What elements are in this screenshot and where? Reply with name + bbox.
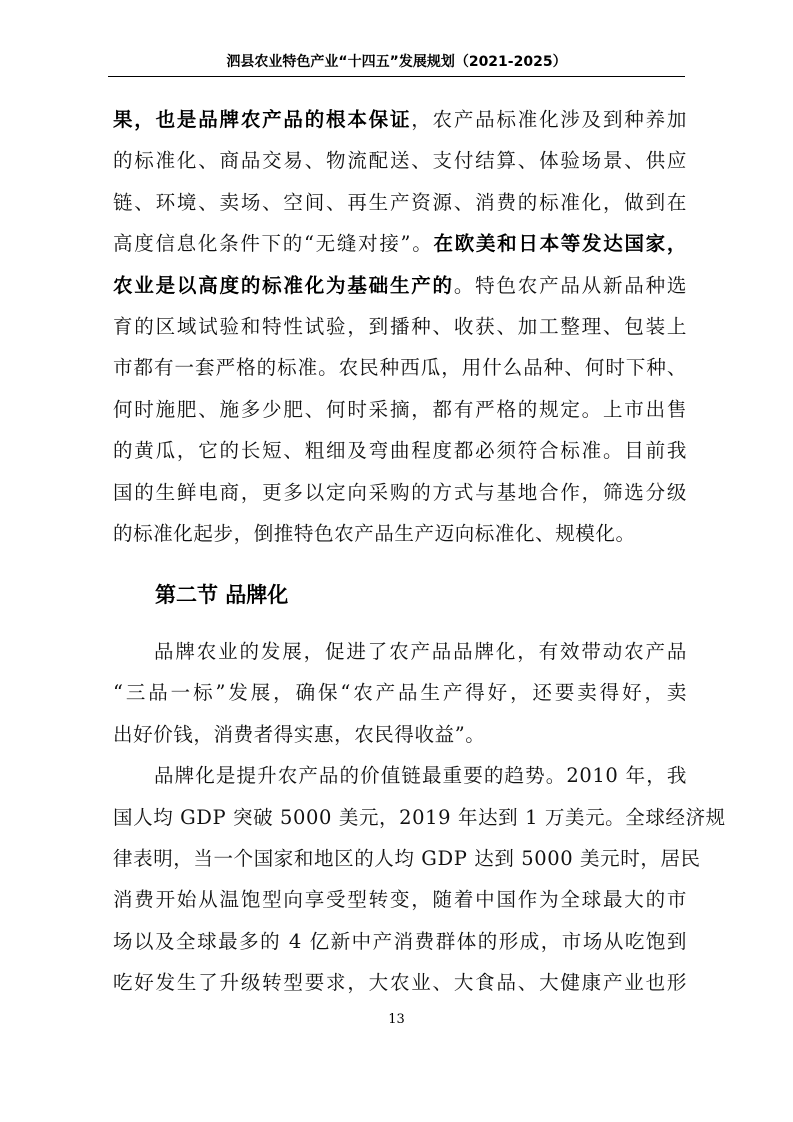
text-line: 吃好发生了升级转型要求，大农业、大食品、大健康产业也形 (113, 971, 687, 995)
text-line: 育的区域试验和特性试验，到播种、收获、加工整理、包装上 (113, 314, 687, 338)
page-number: 13 (388, 1012, 405, 1027)
text-line: 链、环境、卖场、空间、再生产资源、消费的标准化，做到在 (113, 190, 687, 214)
bold-phrase: 果，也是品牌农产品的根本保证 (113, 108, 412, 131)
text-line: 的标准化、商品交易、物流配送、支付结算、体验场景、供应 (113, 149, 687, 173)
text-line: 的黄瓜，它的长短、粗细及弯曲程度都必须符合标准。目前我 (113, 439, 687, 463)
bold-phrase: 在欧美和日本等发达国家， (433, 232, 687, 256)
text-line: 律表明，当一个国家和地区的人均 GDP 达到 5000 美元时，居民 (113, 846, 701, 870)
bold-phrase: 农业是以高度的标准化为基础生产的 (113, 273, 454, 297)
text-line: 出好价钱，消费者得实惠，农民得收益”。 (113, 722, 486, 746)
text-line: 品牌化是提升农产品的价值链最重要的趋势。2010 年，我 (154, 764, 687, 788)
text-line: 市都有一套严格的标准。农民种西瓜，用什么品种、何时下种、 (113, 356, 687, 380)
text-line (113, 99, 687, 140)
running-header: 泗县农业特色产业“十四五”发展规划（2021-2025） (226, 54, 567, 70)
section-heading: 第二节 品牌化 (155, 583, 289, 607)
paragraph-standardization (113, 99, 687, 554)
text-line: 的标准化起步，倒推特色农产品生产迈向标准化、规模化。 (113, 521, 636, 545)
text-line: 何时施肥、施多少肥、何时采摘，都有严格的规定。上市出售 (113, 397, 687, 421)
text-run: 高度信息化条件下的“无缝对接”。 (113, 232, 434, 256)
text-line: “三品一标”发展，确保“农产品生产得好，还要卖得好，卖 (113, 681, 687, 705)
paragraph-branding (113, 631, 726, 1004)
text-line: 消费开始从温饱型向享受型转变，随着中国作为全球最大的市 (113, 888, 687, 912)
text-line (113, 265, 687, 306)
text-line: 场以及全球最多的 4 亿新中产消费群体的形成，市场从吃饱到 (113, 929, 687, 953)
text-line: 国人均 GDP 突破 5000 美元，2019 年达到 1 万美元。全球经济规 (113, 805, 726, 829)
text-line: 国的生鲜电商，更多以定向采购的方式与基地合作，筛选分级 (113, 480, 687, 504)
text-run: ，农产品标准化涉及到种养加 (411, 108, 687, 131)
text-run: 。特色农产品从新品种选 (453, 273, 687, 297)
text-line: 品牌农业的发展，促进了农产品品牌化，有效带动农产品 (154, 640, 687, 663)
header-rule (108, 76, 685, 77)
text-line (113, 223, 687, 264)
